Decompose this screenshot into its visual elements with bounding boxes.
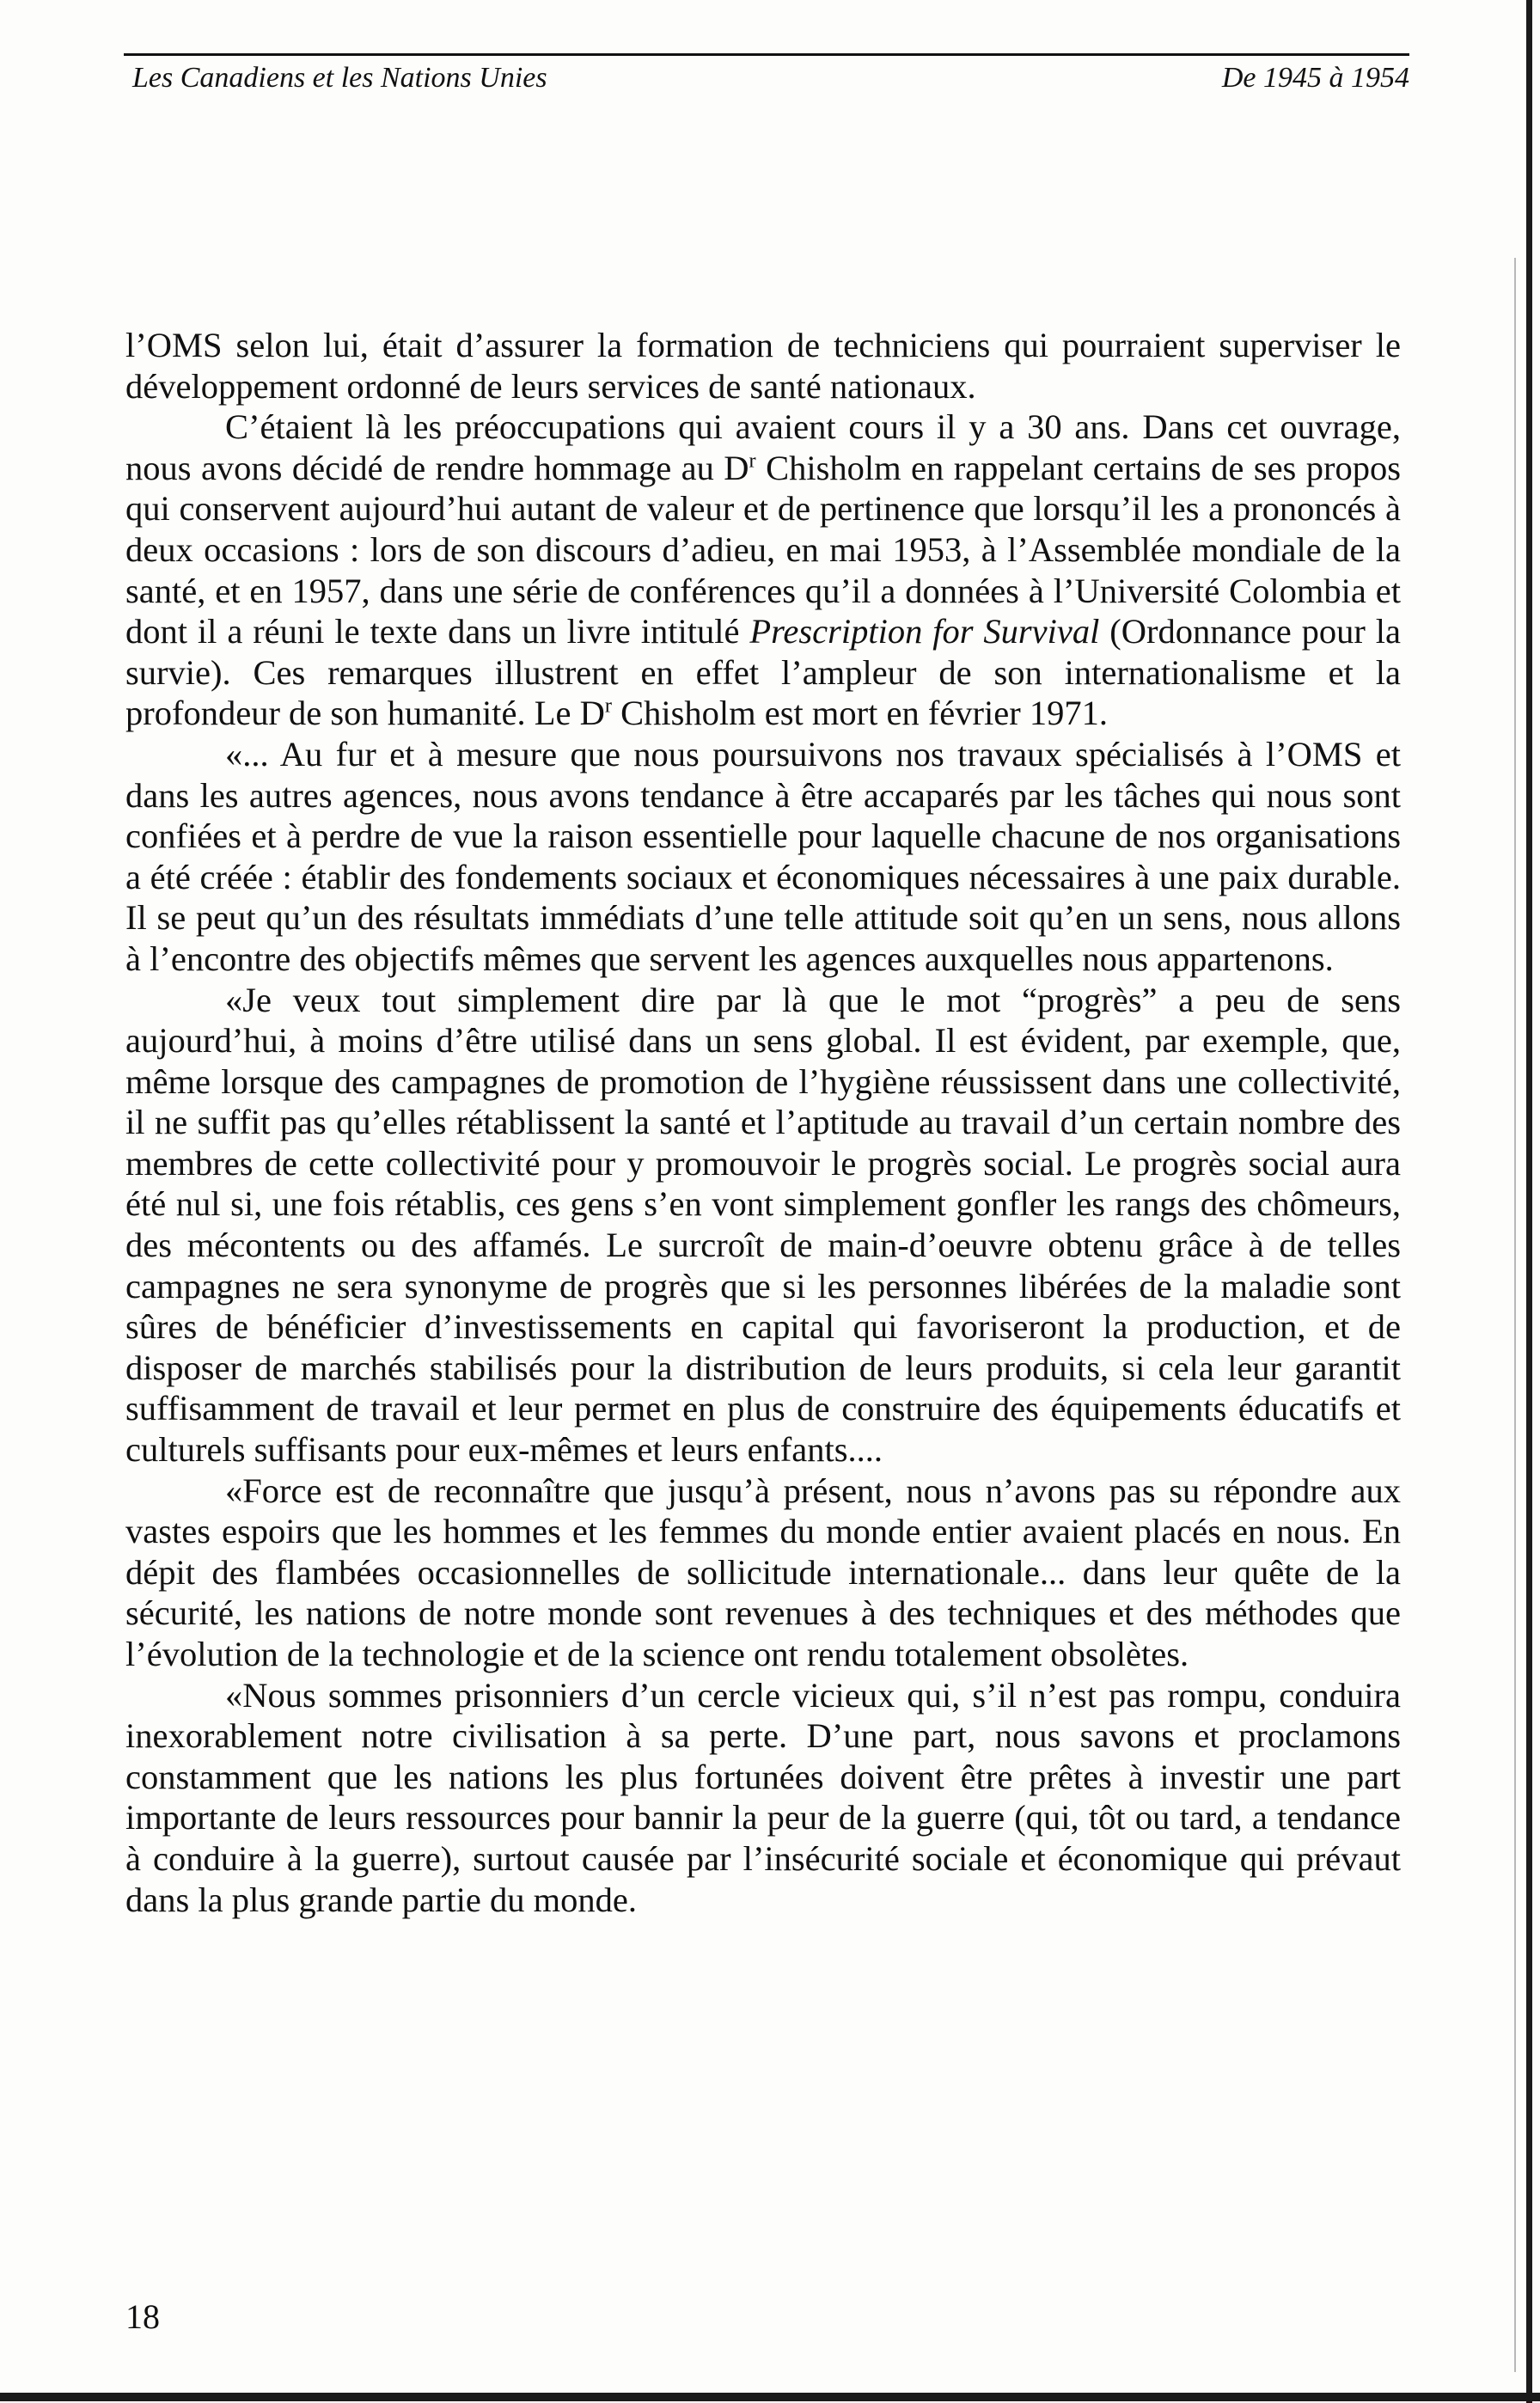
superscript-r: r (749, 449, 756, 473)
scan-binding-edge (1526, 0, 1532, 2403)
body-text (125, 325, 1401, 1920)
paragraph-2-part-d: Chisholm est mort en février 1971. (611, 694, 1108, 733)
paragraph-4: «Je veux tout simplement dire par là que le mot “progrès” a peu de sens aujourd’hui, à moins d’être utilisé dans un sens global. Il est évident, par exemple, que, même lorsque des campagnes de promotion de l’hygiène réussissent dans une collectivité, il ne suffit pas qu’elles rétablissent la santé et l’aptitude au travail d’un certain nombre des membres de cette collectivité pour y promouvoir le progrès social. Le progrès social aura été nul si, une fois rétablis, ces gens s’en vont simplement gonfler les rangs des chômeurs, des mécontents ou des affamés. Le surcroît de main-d’oeuvre obtenu grâce à de telles campagnes ne sera synonyme de progrès que si les personnes libérées de la maladie sont sûres de bénéficier d’investissements en capital qui favoriseront la production, et de disposer de marchés stabilisés pour la distribution de leurs produits, si cela leur garantit suffisamment de travail et leur permet en plus de construire des équipements éducatifs et culturels suffisants pour eux-mêmes et leurs enfants.... (125, 980, 1401, 1470)
scan-bottom-edge (0, 2393, 1540, 2401)
paragraph-2-part-a: C’étaient là les préoccupations qui avaient cours il y a 30 ans. Dans cet ouvrage, nous avons décidé de rendre hommage au D (125, 407, 1401, 487)
paragraph-2-part-b: Chisholm en rappelant certains de ses propos qui conservent aujourd’hui autant de valeur et de pertinence que lorsqu’il les a prononcés à deux occasions : lors de son discours d’adieu, en mai 1953, à l’Assemblée mondiale de la santé, et en 1957, dans une série de conférences qu’il a données à l’Université Colombia et dont il a réuni le texte dans un livre intitulé (125, 448, 1401, 651)
paragraph-5: «Force est de reconnaître que jusqu’à présent, nous n’avons pas su répondre aux vastes espoirs que les hommes et les femmes du monde entier avaient placés en nous. En dépit des flambées occasionnelles de sollicitude internationale... dans leur quête de la sécurité, les nations de notre monde sont revenues à des techniques et des méthodes que l’évolution de la technologie et de la science ont rendu totalement obsolètes. (125, 1471, 1401, 1673)
book-title: Prescription for Survival (749, 612, 1100, 651)
superscript-r: r (604, 694, 612, 718)
paragraph-1: l’OMS selon lui, était d’assurer la formation de techniciens qui pourraient superviser le développement ordonné de leurs services de santé nationaux. (125, 326, 1401, 406)
paragraph-3: «... Au fur et à mesure que nous poursuivons nos travaux spécialisés à l’OMS et dans les autres agences, nous avons tendance à être accaparés par les tâches qui nous sont confiées et à perdre de vue la raison essentielle pour laquelle chacune de nos organisations a été créée : établir des fondements sociaux et économiques nécessaires à une paix durable. Il se peut qu’un des résultats immédiats d’une telle attitude soit qu’en un sens, nous allons à l’encontre des objectifs mêmes que servent les agences auxquelles nous appartenons. (125, 734, 1401, 978)
paragraph-2 (125, 407, 1401, 734)
paragraph-6: «Nous sommes prisonniers d’un cercle vicieux qui, s’il n’est pas rompu, conduira inexorablement notre civilisation à sa perte. D’une part, nous savons et proclamons constamment que les nations les plus fortunées doivent être prêtes à investir une part importante de leurs ressources pour bannir la peur de la guerre (qui, tôt ou tard, a tendance à conduire à la guerre), surtout causée par l’insécurité sociale et économique qui prévaut dans la plus grande partie du monde. (125, 1675, 1401, 1919)
header-book-title: Les Canadiens et les Nations Unies (132, 62, 547, 94)
page-number: 18 (125, 2297, 160, 2336)
header-period: De 1945 à 1954 (1221, 62, 1409, 94)
paragraph-2-part-c: (Ordonnance pour la survie). Ces remarques illustrent en effet l’ampleur de son internationalisme et la profondeur de son humanité. Le D (125, 612, 1401, 733)
scan-margin-line (1514, 258, 1516, 2372)
running-header (124, 53, 1409, 94)
